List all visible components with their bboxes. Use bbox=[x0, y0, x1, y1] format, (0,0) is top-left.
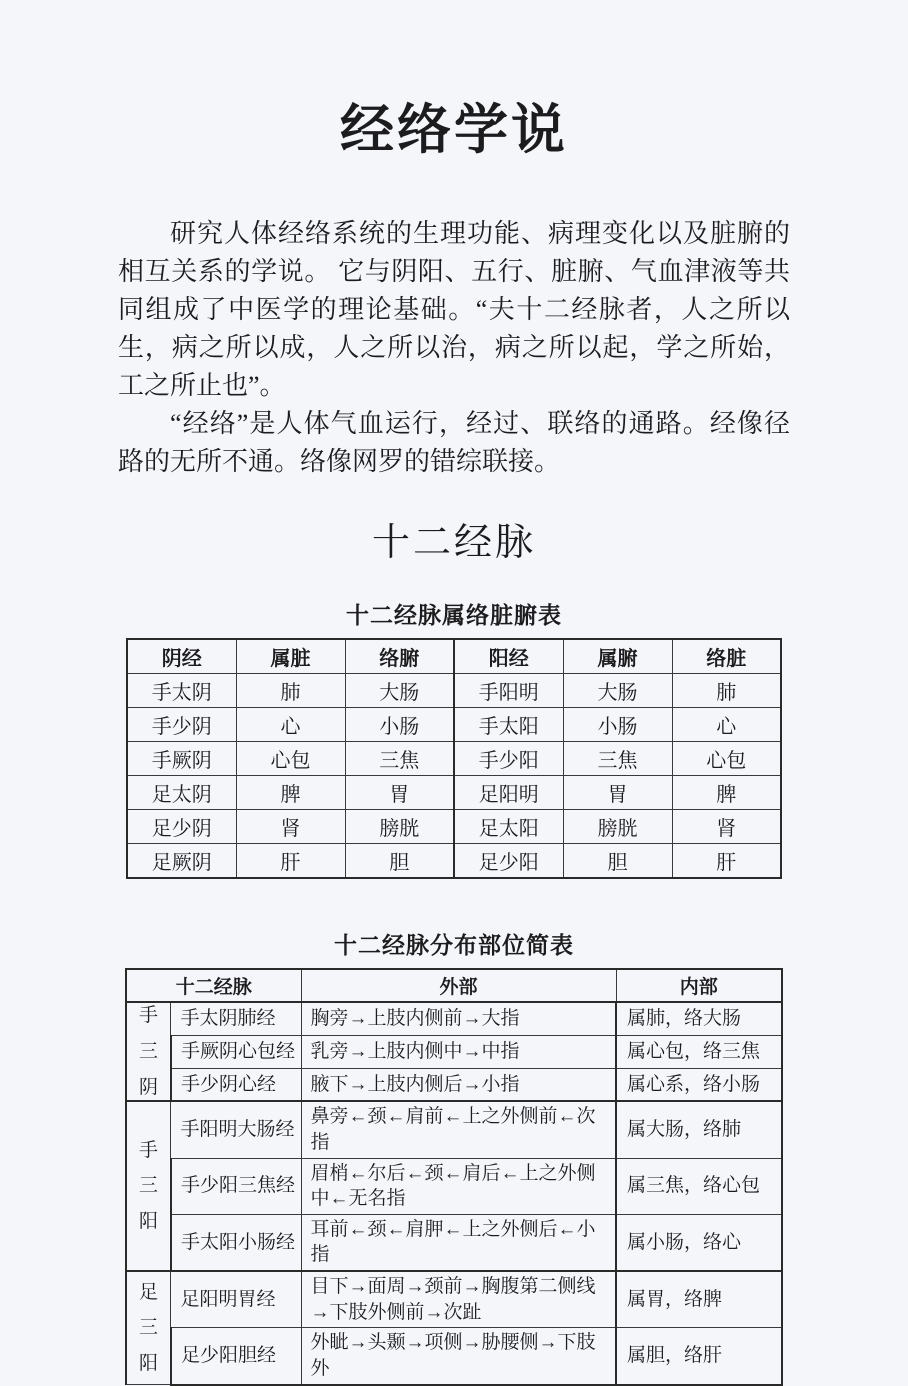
vertical-label: 手 三 阴 bbox=[138, 1005, 158, 1098]
external-path-cell: 腋下→上肢内侧后→小指 bbox=[301, 1068, 616, 1101]
table1-cell: 足厥阴 bbox=[127, 844, 236, 879]
group-label-hand-three-yang bbox=[126, 1101, 171, 1271]
distribution-table bbox=[125, 968, 783, 1385]
internal-relation-cell: 属肺，络大肠 bbox=[616, 1002, 782, 1035]
table1-cell: 足少阴 bbox=[127, 810, 236, 844]
table2-row bbox=[126, 1068, 782, 1101]
table1-cell: 足太阳 bbox=[454, 810, 563, 844]
meridian-name-cell: 手阳明大肠经 bbox=[171, 1101, 301, 1158]
table1-row bbox=[127, 742, 781, 776]
table1-cell: 脾 bbox=[672, 776, 781, 810]
intro-paragraph-2: “经络”是人体气血运行，经过、联络的通路。经像径路的无所不通。络像网罗的错综联接。 bbox=[118, 408, 790, 476]
group-label-hand-three-yin bbox=[126, 1002, 171, 1101]
external-path-cell: 鼻旁←颈←肩前←上之外侧前←次指 bbox=[301, 1101, 616, 1158]
table1-cell: 肾 bbox=[672, 810, 781, 844]
internal-relation-cell: 属大肠，络肺 bbox=[616, 1101, 782, 1158]
table1-cell: 心包 bbox=[236, 742, 345, 776]
table1-cell: 手阳明 bbox=[454, 674, 563, 708]
meridian-name-cell: 足阳明胃经 bbox=[171, 1271, 301, 1328]
external-path-cell: 耳前←颈←肩胛←上之外侧后←小指 bbox=[301, 1214, 616, 1271]
internal-relation-cell: 属胃，络脾 bbox=[616, 1271, 782, 1328]
internal-relation-cell: 属三焦，络心包 bbox=[616, 1158, 782, 1214]
table1-cell: 膀胱 bbox=[345, 810, 454, 844]
table1-cell: 肝 bbox=[672, 844, 781, 879]
table1-cell: 大肠 bbox=[563, 674, 672, 708]
table1-cell: 足少阳 bbox=[454, 844, 563, 879]
intro-section bbox=[118, 215, 790, 481]
table1-cell: 胃 bbox=[345, 776, 454, 810]
table2-row bbox=[126, 1271, 782, 1328]
table2-header-row bbox=[126, 969, 782, 1002]
table1-row bbox=[127, 810, 781, 844]
meridian-name-cell: 手少阳三焦经 bbox=[171, 1158, 301, 1214]
table1-row bbox=[127, 776, 781, 810]
table1-cell: 胆 bbox=[345, 844, 454, 879]
table1-header-cell: 络脏 bbox=[672, 639, 781, 674]
section-heading: 十二经脉 bbox=[371, 521, 536, 564]
table1-header-cell: 属腑 bbox=[563, 639, 672, 674]
table2-row bbox=[126, 1101, 782, 1158]
table1-cell: 心 bbox=[236, 708, 345, 742]
table2-row bbox=[126, 1158, 782, 1214]
table1-row bbox=[127, 708, 781, 742]
meridian-organ-table bbox=[126, 638, 782, 879]
external-path-cell: 外眦→头颞→项侧→胁腰侧→下肢外 bbox=[301, 1328, 616, 1385]
table1-cell: 手太阳 bbox=[454, 708, 563, 742]
table1-cell: 手少阴 bbox=[127, 708, 236, 742]
table1-cell: 小肠 bbox=[345, 708, 454, 742]
internal-relation-cell: 属心系，络小肠 bbox=[616, 1068, 782, 1101]
external-path-cell: 胸旁→上肢内侧前→大指 bbox=[301, 1002, 616, 1035]
table1-cell: 三焦 bbox=[563, 742, 672, 776]
internal-relation-cell: 属小肠，络心 bbox=[616, 1214, 782, 1271]
table1-header-cell: 阳经 bbox=[454, 639, 563, 674]
external-path-cell: 乳旁→上肢内侧中→中指 bbox=[301, 1035, 616, 1068]
table1-cell: 足太阴 bbox=[127, 776, 236, 810]
table2-header-cell: 内部 bbox=[616, 969, 782, 1002]
table1-header-cell: 阴经 bbox=[127, 639, 236, 674]
table1-cell: 胆 bbox=[563, 844, 672, 879]
table2-row bbox=[126, 1002, 782, 1035]
table1-cell: 手太阴 bbox=[127, 674, 236, 708]
table2-caption: 十二经脉分布部位简表 bbox=[334, 933, 574, 959]
external-path-cell: 眉梢←尔后←颈←肩后←上之外侧中←无名指 bbox=[301, 1158, 616, 1214]
table1-row bbox=[127, 844, 781, 879]
vertical-label: 足 三 阳 bbox=[138, 1281, 158, 1374]
meridian-name-cell: 手厥阴心包经 bbox=[171, 1035, 301, 1068]
table2-row bbox=[126, 1214, 782, 1271]
table1-cell: 手厥阴 bbox=[127, 742, 236, 776]
table1-cell: 心包 bbox=[672, 742, 781, 776]
internal-relation-cell: 属胆，络肝 bbox=[616, 1328, 782, 1385]
table1-row bbox=[127, 674, 781, 708]
external-path-cell: 目下→面周→颈前→胸腹第二侧线→下肢外侧前→次趾 bbox=[301, 1271, 616, 1328]
table2-header-cell: 外部 bbox=[301, 969, 616, 1002]
document-page bbox=[0, 98, 908, 1378]
table1-cell: 胃 bbox=[563, 776, 672, 810]
table1-cell: 肾 bbox=[236, 810, 345, 844]
table1-caption: 十二经脉属络脏腑表 bbox=[346, 603, 562, 629]
doc-title: 经络学说 bbox=[340, 100, 568, 160]
table1-cell: 肝 bbox=[236, 844, 345, 879]
table1-cell: 脾 bbox=[236, 776, 345, 810]
table1-header-cell: 络腑 bbox=[345, 639, 454, 674]
table1-header-row bbox=[127, 639, 781, 674]
intro-paragraph-1: 研究人体经络系统的生理功能、病理变化以及脏腑的相互关系的学说。 它与阴阳、五行、脏腑、气血津液等共同组成了中医学的理论基础。“夫十二经脉者，人之所以生，病之所以成，人之所以治，病之所以起，学之所始， 工之所止也”。 bbox=[118, 218, 790, 400]
table1-cell: 三焦 bbox=[345, 742, 454, 776]
table2-row bbox=[126, 1328, 782, 1385]
table1-cell: 足阳明 bbox=[454, 776, 563, 810]
table1-cell: 肺 bbox=[236, 674, 345, 708]
table1-cell: 手少阳 bbox=[454, 742, 563, 776]
vertical-label: 手 三 阳 bbox=[138, 1139, 158, 1232]
table2-row bbox=[126, 1035, 782, 1068]
table1-cell: 膀胱 bbox=[563, 810, 672, 844]
table2-header-cell: 十二经脉 bbox=[126, 969, 301, 1002]
table1-cell: 小肠 bbox=[563, 708, 672, 742]
meridian-name-cell: 足少阳胆经 bbox=[171, 1328, 301, 1385]
group-label-foot-three-yang bbox=[126, 1271, 171, 1385]
meridian-name-cell: 手少阴心经 bbox=[171, 1068, 301, 1101]
table1-header-cell: 属脏 bbox=[236, 639, 345, 674]
table1-cell: 肺 bbox=[672, 674, 781, 708]
meridian-name-cell: 手太阴肺经 bbox=[171, 1002, 301, 1035]
meridian-name-cell: 手太阳小肠经 bbox=[171, 1214, 301, 1271]
table1-cell: 心 bbox=[672, 708, 781, 742]
table1-cell: 大肠 bbox=[345, 674, 454, 708]
internal-relation-cell: 属心包，络三焦 bbox=[616, 1035, 782, 1068]
